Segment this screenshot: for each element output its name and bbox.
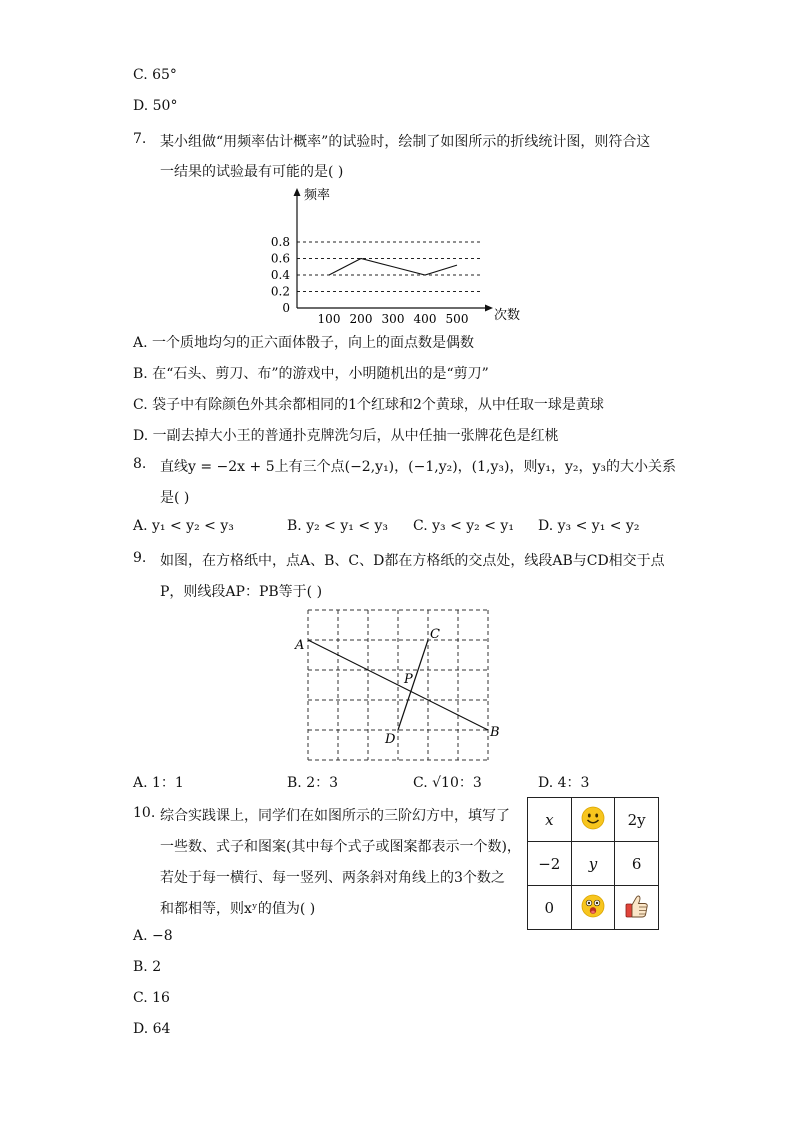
chart-series-line [329,259,457,276]
y-axis-arrow-icon [294,188,301,196]
surprised-emoji-icon [581,894,605,918]
thumbs-up-emoji-icon [623,892,651,920]
q6-option-d: D. 50° [133,98,178,114]
q7-number: 7. [133,131,147,147]
q7-option-c[interactable]: C. 袋子中有除颜色外其余都相同的1个红球和2个黄球，从中任取一球是黄球 [133,397,604,413]
q7-stem-line1: 某小组做“用频率估计概率”的试验时，绘制了如图所示的折线统计图，则符合这 [160,134,651,150]
x-axis-arrow-icon [485,305,493,312]
chart-gridlines [297,242,483,292]
x-tick-label: 200 [349,312,373,326]
q9-number: 9. [133,550,147,566]
q7-frequency-chart [255,182,535,327]
cell-r1c2 [571,798,615,842]
y-tick-label: 0.6 [270,251,290,266]
q10-option-d[interactable]: D. 64 [133,1021,171,1037]
q8-option-b[interactable]: B. y₂ < y₁ < y₃ [287,518,389,534]
q10-number: 10. [133,805,156,821]
q9-stem-line2: P，则线段AP：PB等于( ) [160,584,323,600]
cell-r2c2: y [571,842,615,886]
q7-option-b[interactable]: B. 在“石头、剪刀、布”的游戏中，小明随机出的是“剪刀” [133,366,489,382]
x-tick-label: 300 [381,312,405,326]
q10-option-c[interactable]: C. 16 [133,990,170,1006]
q7-option-a[interactable]: A. 一个质地均匀的正六面体骰子，向上的面点数是偶数 [133,335,475,351]
q6-option-c: C. 65° [133,67,177,83]
point-c-label: C [430,627,440,642]
point-b-label: B [490,725,500,740]
y-axis-label: 频率 [304,188,331,203]
q10-stem-line2: 一些数、式子和图案(其中每个式子或图案都表示一个数)， [160,839,521,855]
cell-r1c3: 2y [615,798,659,842]
q9-grid-diagram [290,603,510,765]
cell-r3c3 [615,886,659,930]
y-tick-label: 0.2 [270,284,290,299]
point-d-label: D [385,732,396,747]
x-axis-label: 次数 [494,308,521,323]
q9-option-c[interactable]: C. √10：3 [413,775,482,791]
x-tick-label: 100 [317,312,341,326]
q9-stem-line1: 如图，在方格纸中，点A、B、C、D都在方格纸的交点处，线段AB与CD相交于点 [160,553,665,569]
y-tick-label: 0 [282,301,290,315]
cell-r1c1: x [528,798,572,842]
q9-option-d[interactable]: D. 4：3 [538,775,590,791]
q7-option-d[interactable]: D. 一副去掉大小王的普通扑克牌洗匀后，从中任抽一张牌花色是红桃 [133,428,559,444]
x-tick-label: 400 [413,312,437,326]
cell-r3c2 [571,886,615,930]
q9-option-a[interactable]: A. 1：1 [133,775,184,791]
q10-stem-line4: 和都相等，则xʸ的值为( ) [160,901,316,917]
y-tick-label: 0.8 [270,235,290,249]
q10-stem-line1: 综合实践课上，同学们在如图所示的三阶幻方中，填写了 [160,808,510,824]
cell-r2c3: 6 [615,842,659,886]
cell-r2c1: −2 [528,842,572,886]
q9-option-b[interactable]: B. 2：3 [287,775,339,791]
smile-emoji-icon [581,806,605,830]
q10-option-a[interactable]: A. −8 [133,928,173,944]
point-a-label: A [295,638,305,653]
q8-option-a[interactable]: A. y₁ < y₂ < y₃ [133,518,234,534]
q8-option-c[interactable]: C. y₃ < y₂ < y₁ [413,518,514,534]
q7-stem-line2: 一结果的试验最有可能的是( ) [160,164,344,180]
point-p-label: P [404,672,413,687]
q8-number: 8. [133,456,147,472]
q8-stem-line1: 直线y = −2x + 5上有三个点(−2,y₁)，(−1,y₂)，(1,y₃)，则y₁，y₂，y₃的大小关系 [160,459,677,475]
magic-square [527,797,659,930]
q10-option-b[interactable]: B. 2 [133,959,162,975]
segment-cd [398,640,428,730]
x-tick-label: 500 [445,312,469,326]
q10-stem-line3: 若处于每一横行、每一竖列、两条斜对角线上的3个数之 [160,870,505,886]
cell-r3c1: 0 [528,886,572,930]
q8-option-d[interactable]: D. y₃ < y₁ < y₂ [538,518,640,534]
q8-stem-line2: 是( ) [160,490,190,506]
y-tick-label: 0.4 [270,268,290,282]
